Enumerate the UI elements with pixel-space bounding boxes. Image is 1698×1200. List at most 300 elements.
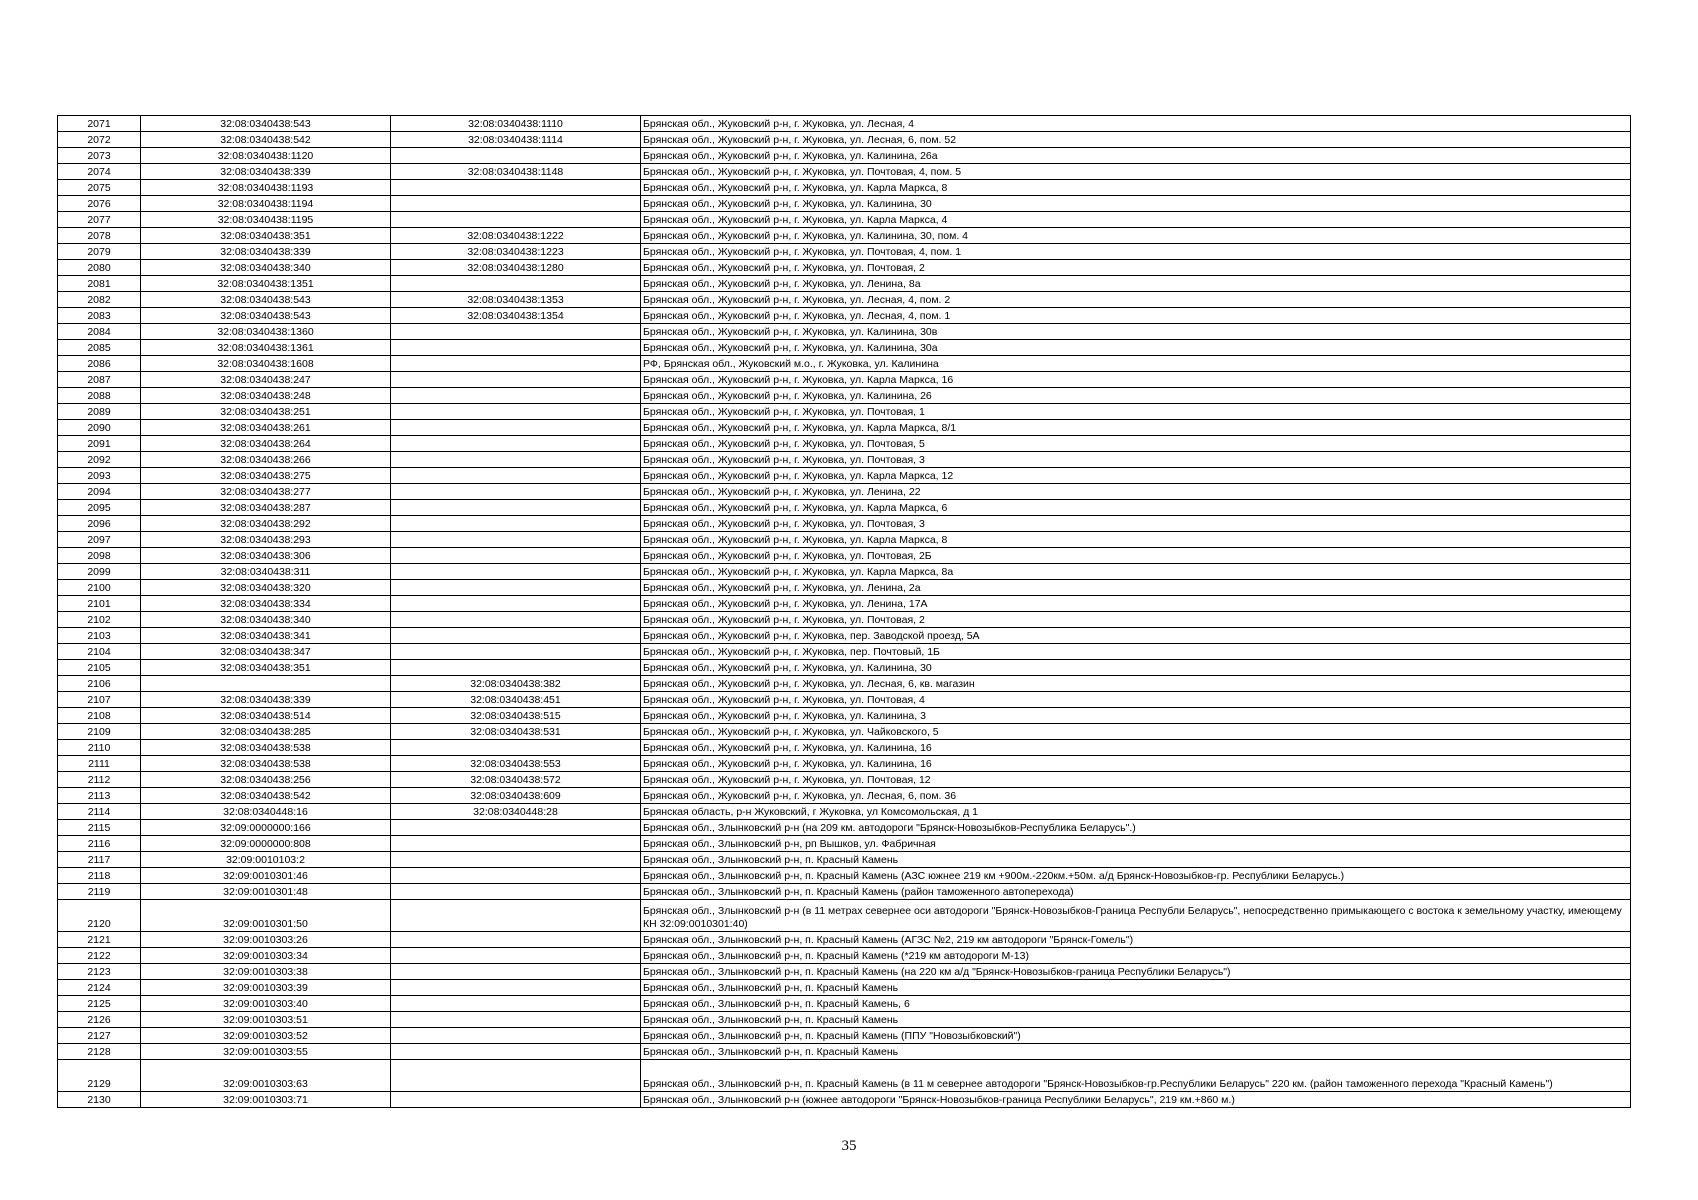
- cadastral-number-cell: 32:08:0340438:306: [141, 548, 391, 564]
- address-cell: Брянская обл., Жуковский р-н, г. Жуковка, ул. Ленина, 2а: [641, 580, 1631, 596]
- address-cell: Брянская обл., Злынковский р-н, рп Вышков, ул. Фабричная: [641, 836, 1631, 852]
- table-row: [58, 452, 1631, 468]
- sub-cadastral-number-cell: 32:08:0340438:1353: [391, 292, 641, 308]
- address-cell: Брянская обл., Злынковский р-н, п. Красный Камень (район таможенного автоперехода): [641, 884, 1631, 900]
- row-number-cell: 2104: [58, 644, 141, 660]
- address-cell: Брянская обл., Жуковский р-н, г. Жуковка, ул. Карла Маркса, 12: [641, 468, 1631, 484]
- row-number-cell: 2101: [58, 596, 141, 612]
- address-cell: Брянская обл., Злынковский р-н, п. Красный Камень (АЗС южнее 219 км +900м.-220км.+50м. а/д Брянск-Новозыбков-гр. Республики Беларусь.): [641, 868, 1631, 884]
- cadastral-number-cell: 32:09:0010303:26: [141, 932, 391, 948]
- cadastral-number-cell: 32:08:0340438:341: [141, 628, 391, 644]
- address-cell: Брянская обл., Жуковский р-н, г. Жуковка, ул. Лесная, 4, пом. 1: [641, 308, 1631, 324]
- cadastral-number-cell: 32:09:0010303:55: [141, 1044, 391, 1060]
- cadastral-number-cell: 32:08:0340438:339: [141, 244, 391, 260]
- address-cell: Брянская обл., Жуковский р-н, г. Жуковка, ул. Калинина, 16: [641, 740, 1631, 756]
- address-cell: Брянская обл., Злынковский р-н, п. Красный Камень (АГЗС №2, 219 км автодороги "Брянск-Гомель"): [641, 932, 1631, 948]
- sub-cadastral-number-cell: [391, 1092, 641, 1108]
- address-cell: Брянская обл., Жуковский р-н, г. Жуковка, ул. Почтовая, 1: [641, 404, 1631, 420]
- row-number-cell: 2108: [58, 708, 141, 724]
- table-row: [58, 772, 1631, 788]
- row-number-cell: 2106: [58, 676, 141, 692]
- row-number-cell: 2096: [58, 516, 141, 532]
- sub-cadastral-number-cell: [391, 500, 641, 516]
- row-number-cell: 2071: [58, 116, 141, 132]
- table-row: [58, 404, 1631, 420]
- address-cell: Брянская обл., Жуковский р-н, г. Жуковка, пер. Почтовый, 1Б: [641, 644, 1631, 660]
- cadastral-number-cell: 32:08:0340438:256: [141, 772, 391, 788]
- sub-cadastral-number-cell: 32:08:0340438:451: [391, 692, 641, 708]
- address-cell: Брянская обл., Жуковский р-н, г. Жуковка, ул. Калинина, 26: [641, 388, 1631, 404]
- row-number-cell: 2091: [58, 436, 141, 452]
- cadastral-number-cell: 32:08:0340438:347: [141, 644, 391, 660]
- cadastral-number-cell: 32:08:0340438:266: [141, 452, 391, 468]
- address-cell: Брянская обл., Жуковский р-н, г. Жуковка, ул. Почтовая, 4, пом. 5: [641, 164, 1631, 180]
- row-number-cell: 2123: [58, 964, 141, 980]
- sub-cadastral-number-cell: 32:08:0340438:1110: [391, 116, 641, 132]
- row-number-cell: 2126: [58, 1012, 141, 1028]
- table-row: [58, 116, 1631, 132]
- sub-cadastral-number-cell: [391, 1028, 641, 1044]
- address-cell: Брянская обл., Злынковский р-н, п. Красный Камень (в 11 м севернее автодороги "Брянск-Новозыбков-гр.Республики Беларусь" 220 км. (район таможенного перехода "Красный Камень"): [641, 1060, 1631, 1092]
- sub-cadastral-number-cell: [391, 420, 641, 436]
- address-cell: Брянская обл., Жуковский р-н, г. Жуковка, ул. Ленина, 8а: [641, 276, 1631, 292]
- cadastral-number-cell: 32:08:0340438:340: [141, 260, 391, 276]
- table-row: [58, 996, 1631, 1012]
- sub-cadastral-number-cell: [391, 548, 641, 564]
- sub-cadastral-number-cell: [391, 836, 641, 852]
- row-number-cell: 2087: [58, 372, 141, 388]
- table-row: [58, 1044, 1631, 1060]
- row-number-cell: 2097: [58, 532, 141, 548]
- row-number-cell: 2072: [58, 132, 141, 148]
- table-row: [58, 500, 1631, 516]
- address-cell: Брянская обл., Жуковский р-н, г. Жуковка, ул. Почтовая, 5: [641, 436, 1631, 452]
- table-row: [58, 340, 1631, 356]
- address-cell: Брянская обл., Жуковский р-н, г. Жуковка, ул. Калинина, 30а: [641, 340, 1631, 356]
- sub-cadastral-number-cell: [391, 820, 641, 836]
- table-row: [58, 676, 1631, 692]
- table-row: [58, 1060, 1631, 1092]
- table-row: [58, 548, 1631, 564]
- table-row: [58, 964, 1631, 980]
- sub-cadastral-number-cell: [391, 660, 641, 676]
- row-number-cell: 2114: [58, 804, 141, 820]
- sub-cadastral-number-cell: [391, 740, 641, 756]
- cadastral-number-cell: 32:08:0340438:292: [141, 516, 391, 532]
- cadastral-number-cell: 32:09:0010103:2: [141, 852, 391, 868]
- row-number-cell: 2086: [58, 356, 141, 372]
- cadastral-number-cell: 32:08:0340438:538: [141, 756, 391, 772]
- address-cell: Брянская обл., Злынковский р-н, п. Красный Камень (на 220 км а/д "Брянск-Новозыбков-граница Республики Беларусь"): [641, 964, 1631, 980]
- table-row: [58, 148, 1631, 164]
- row-number-cell: 2115: [58, 820, 141, 836]
- row-number-cell: 2107: [58, 692, 141, 708]
- sub-cadastral-number-cell: [391, 324, 641, 340]
- sub-cadastral-number-cell: [391, 404, 641, 420]
- sub-cadastral-number-cell: [391, 900, 641, 932]
- cadastral-number-cell: 32:08:0340438:293: [141, 532, 391, 548]
- cadastral-number-cell: 32:09:0010301:46: [141, 868, 391, 884]
- sub-cadastral-number-cell: [391, 580, 641, 596]
- sub-cadastral-number-cell: 32:08:0340448:28: [391, 804, 641, 820]
- table-row: [58, 516, 1631, 532]
- cadastral-number-cell: 32:08:0340438:538: [141, 740, 391, 756]
- sub-cadastral-number-cell: [391, 596, 641, 612]
- sub-cadastral-number-cell: [391, 436, 641, 452]
- table-row: [58, 244, 1631, 260]
- sub-cadastral-number-cell: [391, 196, 641, 212]
- cadastral-number-cell: 32:09:0010301:48: [141, 884, 391, 900]
- address-cell: Брянская обл., Жуковский р-н, г. Жуковка, ул. Почтовая, 12: [641, 772, 1631, 788]
- address-cell: Брянская обл., Жуковский р-н, г. Жуковка, ул. Почтовая, 2: [641, 612, 1631, 628]
- cadastral-number-cell: 32:08:0340438:320: [141, 580, 391, 596]
- row-number-cell: 2075: [58, 180, 141, 196]
- row-number-cell: 2083: [58, 308, 141, 324]
- table-row: [58, 468, 1631, 484]
- table-row: [58, 260, 1631, 276]
- sub-cadastral-number-cell: [391, 980, 641, 996]
- cadastral-number-cell: 32:08:0340438:339: [141, 164, 391, 180]
- sub-cadastral-number-cell: [391, 372, 641, 388]
- table-row: [58, 980, 1631, 996]
- table-row: [58, 580, 1631, 596]
- table-row: [58, 884, 1631, 900]
- table-row: [58, 932, 1631, 948]
- row-number-cell: 2077: [58, 212, 141, 228]
- row-number-cell: 2093: [58, 468, 141, 484]
- table-row: [58, 532, 1631, 548]
- sub-cadastral-number-cell: [391, 564, 641, 580]
- cadastral-number-cell: 32:08:0340438:351: [141, 228, 391, 244]
- cadastral-number-cell: 32:08:0340438:543: [141, 292, 391, 308]
- sub-cadastral-number-cell: 32:08:0340438:531: [391, 724, 641, 740]
- address-cell: Брянская обл., Жуковский р-н, г. Жуковка, ул. Калинина, 30: [641, 660, 1631, 676]
- sub-cadastral-number-cell: [391, 964, 641, 980]
- row-number-cell: 2121: [58, 932, 141, 948]
- address-cell: Брянская обл., Жуковский р-н, г. Жуковка, пер. Заводской проезд, 5А: [641, 628, 1631, 644]
- address-cell: Брянская обл., Жуковский р-н, г. Жуковка, ул. Лесная, 4, пом. 2: [641, 292, 1631, 308]
- sub-cadastral-number-cell: [391, 1044, 641, 1060]
- address-cell: Брянская обл., Злынковский р-н, п. Красный Камень: [641, 852, 1631, 868]
- sub-cadastral-number-cell: 32:08:0340438:572: [391, 772, 641, 788]
- address-cell: Брянская обл., Злынковский р-н, п. Красный Камень: [641, 1012, 1631, 1028]
- cadastral-number-cell: 32:08:0340438:275: [141, 468, 391, 484]
- table-row: [58, 388, 1631, 404]
- sub-cadastral-number-cell: [391, 852, 641, 868]
- address-cell: Брянская обл., Жуковский р-н, г. Жуковка, ул. Лесная, 4: [641, 116, 1631, 132]
- sub-cadastral-number-cell: 32:08:0340438:382: [391, 676, 641, 692]
- sub-cadastral-number-cell: [391, 1012, 641, 1028]
- cadastral-number-cell: 32:08:0340448:16: [141, 804, 391, 820]
- cadastral-number-cell: 32:08:0340438:351: [141, 660, 391, 676]
- sub-cadastral-number-cell: [391, 996, 641, 1012]
- table-row: [58, 644, 1631, 660]
- cadastral-number-cell: 32:08:0340438:542: [141, 788, 391, 804]
- page-number: 35: [841, 1138, 857, 1154]
- cadastral-number-cell: 32:08:0340438:514: [141, 708, 391, 724]
- row-number-cell: 2128: [58, 1044, 141, 1060]
- table-row: [58, 292, 1631, 308]
- row-number-cell: 2082: [58, 292, 141, 308]
- address-cell: Брянская обл., Жуковский р-н, г. Жуковка, ул. Почтовая, 4, пом. 1: [641, 244, 1631, 260]
- table-row: [58, 1012, 1631, 1028]
- table-row: [58, 740, 1631, 756]
- cadastral-number-cell: 32:08:0340438:543: [141, 308, 391, 324]
- address-cell: Брянская обл., Жуковский р-н, г. Жуковка, ул. Карла Маркса, 8: [641, 532, 1631, 548]
- address-cell: Брянская обл., Злынковский р-н, п. Красный Камень: [641, 980, 1631, 996]
- address-cell: Брянская обл., Злынковский р-н, п. Красный Камень (ППУ "Новозыбковский"): [641, 1028, 1631, 1044]
- sub-cadastral-number-cell: [391, 468, 641, 484]
- address-cell: Брянская обл., Злынковский р-н, п. Красный Камень (*219 км автодороги М-13): [641, 948, 1631, 964]
- cadastral-number-cell: 32:09:0010303:34: [141, 948, 391, 964]
- address-cell: Брянская обл., Жуковский р-н, г. Жуковка, ул. Ленина, 17А: [641, 596, 1631, 612]
- row-number-cell: 2092: [58, 452, 141, 468]
- table-row: [58, 436, 1631, 452]
- cadastral-number-cell: 32:09:0010303:51: [141, 1012, 391, 1028]
- table-row: [58, 276, 1631, 292]
- cadastral-number-cell: 32:09:0000000:166: [141, 820, 391, 836]
- address-cell: Брянская обл., Жуковский р-н, г. Жуковка, ул. Карла Маркса, 16: [641, 372, 1631, 388]
- table-row: [58, 596, 1631, 612]
- sub-cadastral-number-cell: [391, 516, 641, 532]
- table-row: [58, 1092, 1631, 1108]
- row-number-cell: 2102: [58, 612, 141, 628]
- table-row: [58, 612, 1631, 628]
- address-cell: Брянская обл., Жуковский р-н, г. Жуковка, ул. Лесная, 6, кв. магазин: [641, 676, 1631, 692]
- address-cell: Брянская обл., Злынковский р-н, п. Красный Камень: [641, 1044, 1631, 1060]
- cadastral-number-cell: 32:08:0340438:339: [141, 692, 391, 708]
- row-number-cell: 2095: [58, 500, 141, 516]
- table-row: [58, 180, 1631, 196]
- address-cell: Брянская обл., Злынковский р-н, п. Красный Камень, 6: [641, 996, 1631, 1012]
- row-number-cell: 2084: [58, 324, 141, 340]
- cadastral-number-cell: 32:08:0340438:1120: [141, 148, 391, 164]
- row-number-cell: 2117: [58, 852, 141, 868]
- table-row: [58, 708, 1631, 724]
- cadastral-number-cell: 32:08:0340438:340: [141, 612, 391, 628]
- table-row: [58, 308, 1631, 324]
- address-cell: Брянская обл., Жуковский р-н, г. Жуковка, ул. Ленина, 22: [641, 484, 1631, 500]
- row-number-cell: 2124: [58, 980, 141, 996]
- row-number-cell: 2116: [58, 836, 141, 852]
- row-number-cell: 2081: [58, 276, 141, 292]
- address-cell: Брянская обл., Жуковский р-н, г. Жуковка, ул. Карла Маркса, 8а: [641, 564, 1631, 580]
- cadastral-number-cell: 32:08:0340438:277: [141, 484, 391, 500]
- cadastral-number-cell: 32:08:0340438:247: [141, 372, 391, 388]
- sub-cadastral-number-cell: [391, 868, 641, 884]
- cadastral-number-cell: [141, 676, 391, 692]
- cadastral-number-cell: 32:08:0340438:1193: [141, 180, 391, 196]
- address-cell: Брянская обл., Жуковский р-н, г. Жуковка, ул. Калинина, 30: [641, 196, 1631, 212]
- address-cell: Брянская обл., Жуковский р-н, г. Жуковка, ул. Карла Маркса, 8/1: [641, 420, 1631, 436]
- address-cell: Брянская обл., Жуковский р-н, г. Жуковка, ул. Карла Маркса, 4: [641, 212, 1631, 228]
- table-row: [58, 868, 1631, 884]
- cadastral-number-cell: 32:08:0340438:543: [141, 116, 391, 132]
- cadastral-number-cell: 32:09:0010303:63: [141, 1060, 391, 1092]
- sub-cadastral-number-cell: [391, 388, 641, 404]
- row-number-cell: 2074: [58, 164, 141, 180]
- row-number-cell: 2111: [58, 756, 141, 772]
- address-cell: Брянская обл., Жуковский р-н, г. Жуковка, ул. Калинина, 30, пом. 4: [641, 228, 1631, 244]
- sub-cadastral-number-cell: [391, 884, 641, 900]
- cadastral-number-cell: 32:08:0340438:1195: [141, 212, 391, 228]
- sub-cadastral-number-cell: [391, 932, 641, 948]
- address-cell: Брянская обл., Жуковский р-н, г. Жуковка, ул. Почтовая, 3: [641, 516, 1631, 532]
- row-number-cell: 2076: [58, 196, 141, 212]
- address-cell: Брянская обл., Жуковский р-н, г. Жуковка, ул. Карла Маркса, 6: [641, 500, 1631, 516]
- sub-cadastral-number-cell: 32:08:0340438:609: [391, 788, 641, 804]
- address-cell: Брянская обл., Злынковский р-н (в 11 метрах севернее оси автодороги "Брянск-Новозыбков-Граница Республи Беларусь", непосредственно примыкающего с востока к земельному участку, имеющему КН 32:09:0010301:40): [641, 900, 1631, 932]
- sub-cadastral-number-cell: [391, 356, 641, 372]
- table-row: [58, 484, 1631, 500]
- row-number-cell: 2085: [58, 340, 141, 356]
- address-cell: Брянская обл., Жуковский р-н, г. Жуковка, ул. Карла Маркса, 8: [641, 180, 1631, 196]
- address-cell: Брянская обл., Жуковский р-н, г. Жуковка, ул. Калинина, 16: [641, 756, 1631, 772]
- row-number-cell: 2079: [58, 244, 141, 260]
- row-number-cell: 2089: [58, 404, 141, 420]
- row-number-cell: 2122: [58, 948, 141, 964]
- row-number-cell: 2109: [58, 724, 141, 740]
- table-row: [58, 692, 1631, 708]
- row-number-cell: 2100: [58, 580, 141, 596]
- table-row: [58, 212, 1631, 228]
- cadastral-number-cell: 32:09:0010303:40: [141, 996, 391, 1012]
- sub-cadastral-number-cell: 32:08:0340438:515: [391, 708, 641, 724]
- table-row: [58, 900, 1631, 932]
- sub-cadastral-number-cell: 32:08:0340438:1354: [391, 308, 641, 324]
- sub-cadastral-number-cell: [391, 532, 641, 548]
- row-number-cell: 2098: [58, 548, 141, 564]
- table-row: [58, 228, 1631, 244]
- sub-cadastral-number-cell: [391, 948, 641, 964]
- table-row: [58, 420, 1631, 436]
- sub-cadastral-number-cell: [391, 340, 641, 356]
- cadastral-number-cell: 32:09:0010301:50: [141, 900, 391, 932]
- sub-cadastral-number-cell: [391, 1060, 641, 1092]
- table-row: [58, 564, 1631, 580]
- cadastral-number-cell: 32:08:0340438:1360: [141, 324, 391, 340]
- cadastral-number-cell: 32:08:0340438:1361: [141, 340, 391, 356]
- table-row: [58, 628, 1631, 644]
- row-number-cell: 2113: [58, 788, 141, 804]
- address-cell: РФ, Брянская обл., Жуковский м.о., г. Жуковка, ул. Калинина: [641, 356, 1631, 372]
- address-cell: Брянская обл., Жуковский р-н, г. Жуковка, ул. Лесная, 6, пом. 52: [641, 132, 1631, 148]
- table-row: [58, 660, 1631, 676]
- sub-cadastral-number-cell: 32:08:0340438:553: [391, 756, 641, 772]
- cadastral-number-cell: 32:08:0340438:264: [141, 436, 391, 452]
- table-row: [58, 948, 1631, 964]
- table-row: [58, 372, 1631, 388]
- cadastral-number-cell: 32:08:0340438:261: [141, 420, 391, 436]
- sub-cadastral-number-cell: 32:08:0340438:1114: [391, 132, 641, 148]
- cadastral-number-cell: 32:08:0340438:334: [141, 596, 391, 612]
- address-cell: Брянская обл., Жуковский р-н, г. Жуковка, ул. Почтовая, 4: [641, 692, 1631, 708]
- address-cell: Брянская обл., Жуковский р-н, г. Жуковка, ул. Лесная, 6, пом. 36: [641, 788, 1631, 804]
- row-number-cell: 2119: [58, 884, 141, 900]
- cadastral-number-cell: 32:09:0000000:808: [141, 836, 391, 852]
- row-number-cell: 2073: [58, 148, 141, 164]
- row-number-cell: 2080: [58, 260, 141, 276]
- table-row: [58, 804, 1631, 820]
- row-number-cell: 2078: [58, 228, 141, 244]
- cadastral-number-cell: 32:09:0010303:71: [141, 1092, 391, 1108]
- table-body: [58, 116, 1631, 1108]
- address-cell: Брянская обл., Злынковский р-н (южнее автодороги "Брянск-Новозыбков-граница Республики Беларусь", 219 км.+860 м.): [641, 1092, 1631, 1108]
- sub-cadastral-number-cell: [391, 452, 641, 468]
- cadastral-number-cell: 32:09:0010303:39: [141, 980, 391, 996]
- sub-cadastral-number-cell: 32:08:0340438:1148: [391, 164, 641, 180]
- address-cell: Брянская обл., Жуковский р-н, г. Жуковка, ул. Почтовая, 2: [641, 260, 1631, 276]
- cadastral-number-cell: 32:08:0340438:1194: [141, 196, 391, 212]
- cadastral-number-cell: 32:08:0340438:1351: [141, 276, 391, 292]
- table-row: [58, 724, 1631, 740]
- cadastral-number-cell: 32:09:0010303:38: [141, 964, 391, 980]
- row-number-cell: 2088: [58, 388, 141, 404]
- cadastral-number-cell: 32:08:0340438:251: [141, 404, 391, 420]
- sub-cadastral-number-cell: [391, 628, 641, 644]
- row-number-cell: 2125: [58, 996, 141, 1012]
- cadastral-table: [57, 115, 1631, 1108]
- table-row: [58, 132, 1631, 148]
- row-number-cell: 2127: [58, 1028, 141, 1044]
- table-row: [58, 324, 1631, 340]
- sub-cadastral-number-cell: [391, 180, 641, 196]
- row-number-cell: 2118: [58, 868, 141, 884]
- row-number-cell: 2120: [58, 900, 141, 932]
- address-cell: Брянская обл., Жуковский р-н, г. Жуковка, ул. Почтовая, 2Б: [641, 548, 1631, 564]
- cadastral-number-cell: 32:08:0340438:248: [141, 388, 391, 404]
- table-row: [58, 196, 1631, 212]
- table-row: [58, 356, 1631, 372]
- table-row: [58, 1028, 1631, 1044]
- table-row: [58, 788, 1631, 804]
- row-number-cell: 2090: [58, 420, 141, 436]
- address-cell: Брянская обл., Злынковский р-н (на 209 км. автодороги "Брянск-Новозыбков-Республика Беларусь".): [641, 820, 1631, 836]
- address-cell: Брянская обл., Жуковский р-н, г. Жуковка, ул. Калинина, 30в: [641, 324, 1631, 340]
- row-number-cell: 2129: [58, 1060, 141, 1092]
- cadastral-number-cell: 32:09:0010303:52: [141, 1028, 391, 1044]
- table-row: [58, 164, 1631, 180]
- row-number-cell: 2105: [58, 660, 141, 676]
- sub-cadastral-number-cell: [391, 212, 641, 228]
- cadastral-number-cell: 32:08:0340438:287: [141, 500, 391, 516]
- cadastral-number-cell: 32:08:0340438:311: [141, 564, 391, 580]
- sub-cadastral-number-cell: [391, 148, 641, 164]
- row-number-cell: 2130: [58, 1092, 141, 1108]
- sub-cadastral-number-cell: 32:08:0340438:1280: [391, 260, 641, 276]
- table-row: [58, 836, 1631, 852]
- address-cell: Брянская обл., Жуковский р-н, г. Жуковка, ул. Чайковского, 5: [641, 724, 1631, 740]
- address-cell: Брянская обл., Жуковский р-н, г. Жуковка, ул. Почтовая, 3: [641, 452, 1631, 468]
- sub-cadastral-number-cell: 32:08:0340438:1223: [391, 244, 641, 260]
- sub-cadastral-number-cell: [391, 644, 641, 660]
- row-number-cell: 2099: [58, 564, 141, 580]
- address-cell: Брянская обл., Жуковский р-н, г. Жуковка, ул. Калинина, 3: [641, 708, 1631, 724]
- cadastral-number-cell: 32:08:0340438:542: [141, 132, 391, 148]
- row-number-cell: 2110: [58, 740, 141, 756]
- sub-cadastral-number-cell: 32:08:0340438:1222: [391, 228, 641, 244]
- table-row: [58, 852, 1631, 868]
- sub-cadastral-number-cell: [391, 612, 641, 628]
- table-row: [58, 756, 1631, 772]
- sub-cadastral-number-cell: [391, 484, 641, 500]
- row-number-cell: 2103: [58, 628, 141, 644]
- row-number-cell: 2112: [58, 772, 141, 788]
- address-cell: Брянская область, р-н Жуковский, г Жуковка, ул Комсомольская, д 1: [641, 804, 1631, 820]
- table-row: [58, 820, 1631, 836]
- cadastral-number-cell: 32:08:0340438:285: [141, 724, 391, 740]
- sub-cadastral-number-cell: [391, 276, 641, 292]
